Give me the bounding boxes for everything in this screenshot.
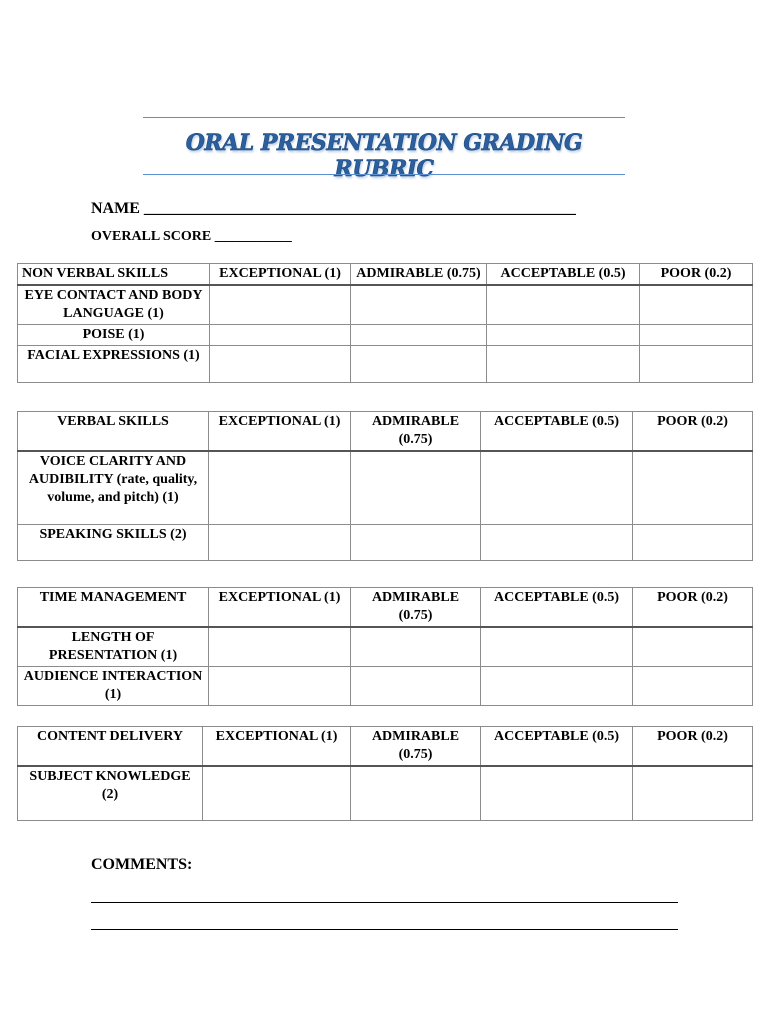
category-header: TIME MANAGEMENT — [18, 588, 209, 628]
table-row — [18, 667, 753, 706]
table-row — [18, 285, 753, 325]
category-header: CONTENT DELIVERY — [18, 727, 203, 767]
table-row — [18, 346, 753, 383]
score-cell-exceptional[interactable] — [209, 627, 351, 667]
acceptable-header: ACCEPTABLE (0.5) — [487, 264, 640, 286]
comments-label: COMMENTS: — [91, 856, 193, 873]
criterion-label: SPEAKING SKILLS (2) — [18, 524, 209, 560]
score-cell-poor[interactable] — [633, 766, 753, 820]
acceptable-header: ACCEPTABLE (0.5) — [481, 588, 633, 628]
score-cell-exceptional[interactable] — [210, 346, 351, 383]
criterion-label: EYE CONTACT AND BODY LANGUAGE (1) — [18, 285, 210, 325]
score-cell-admirable[interactable] — [351, 524, 481, 560]
score-cell-admirable[interactable] — [351, 667, 481, 706]
comment-line[interactable] — [91, 929, 678, 930]
poor-header: POOR (0.2) — [633, 412, 753, 452]
exceptional-header: EXCEPTIONAL (1) — [209, 412, 351, 452]
score-cell-exceptional[interactable] — [203, 766, 351, 820]
score-cell-acceptable[interactable] — [487, 285, 640, 325]
table-row — [18, 766, 753, 820]
rubric-table-non-verbal — [17, 263, 753, 383]
overall-score-field[interactable]: OVERALL SCORE ___________ — [91, 229, 292, 244]
score-cell-acceptable[interactable] — [481, 627, 633, 667]
admirable-header: ADMIRABLE (0.75) — [351, 588, 481, 628]
score-cell-poor[interactable] — [640, 325, 753, 346]
category-header: VERBAL SKILLS — [18, 412, 209, 452]
score-cell-acceptable[interactable] — [481, 524, 633, 560]
criterion-label: VOICE CLARITY AND AUDIBILITY (rate, quality, volume, and pitch) (1) — [18, 451, 209, 524]
score-cell-poor[interactable] — [633, 524, 753, 560]
page-title: ORAL PRESENTATION GRADING RUBRIC — [185, 130, 583, 182]
score-cell-poor[interactable] — [633, 667, 753, 706]
table-row — [18, 627, 753, 667]
score-cell-exceptional[interactable] — [209, 451, 351, 524]
score-cell-admirable[interactable] — [351, 285, 487, 325]
score-cell-poor[interactable] — [640, 346, 753, 383]
score-cell-exceptional[interactable] — [209, 667, 351, 706]
score-cell-exceptional[interactable] — [210, 325, 351, 346]
score-cell-poor[interactable] — [633, 627, 753, 667]
title-top-rule — [143, 117, 625, 118]
score-cell-admirable[interactable] — [351, 451, 481, 524]
admirable-header: ADMIRABLE (0.75) — [351, 264, 487, 286]
acceptable-header: ACCEPTABLE (0.5) — [481, 412, 633, 452]
title-bottom-rule — [143, 174, 625, 175]
score-cell-acceptable[interactable] — [487, 346, 640, 383]
score-cell-admirable[interactable] — [351, 627, 481, 667]
score-cell-admirable[interactable] — [351, 346, 487, 383]
score-cell-admirable[interactable] — [351, 766, 481, 820]
criterion-label: LENGTH OF PRESENTATION (1) — [18, 627, 209, 667]
exceptional-header: EXCEPTIONAL (1) — [210, 264, 351, 286]
poor-header: POOR (0.2) — [633, 727, 753, 767]
table-header-row — [18, 412, 753, 452]
acceptable-header: ACCEPTABLE (0.5) — [481, 727, 633, 767]
table-row — [18, 325, 753, 346]
table-row — [18, 451, 753, 524]
score-cell-exceptional[interactable] — [210, 285, 351, 325]
admirable-header: ADMIRABLE (0.75) — [351, 412, 481, 452]
table-header-row — [18, 588, 753, 628]
poor-header: POOR (0.2) — [633, 588, 753, 628]
exceptional-header: EXCEPTIONAL (1) — [209, 588, 351, 628]
criterion-label: POISE (1) — [18, 325, 210, 346]
exceptional-header: EXCEPTIONAL (1) — [203, 727, 351, 767]
rubric-table-content-delivery — [17, 726, 753, 821]
score-cell-exceptional[interactable] — [209, 524, 351, 560]
score-cell-admirable[interactable] — [351, 325, 487, 346]
score-cell-poor[interactable] — [633, 451, 753, 524]
comment-line[interactable] — [91, 902, 678, 903]
criterion-label: SUBJECT KNOWLEDGE (2) — [18, 766, 203, 820]
table-row — [18, 524, 753, 560]
score-cell-acceptable[interactable] — [481, 667, 633, 706]
criterion-label: FACIAL EXPRESSIONS (1) — [18, 346, 210, 383]
admirable-header: ADMIRABLE (0.75) — [351, 727, 481, 767]
rubric-table-time-management — [17, 587, 753, 706]
score-cell-acceptable[interactable] — [481, 766, 633, 820]
rubric-table-verbal — [17, 411, 753, 561]
table-header-row — [18, 727, 753, 767]
score-cell-poor[interactable] — [640, 285, 753, 325]
score-cell-acceptable[interactable] — [487, 325, 640, 346]
criterion-label: AUDIENCE INTERACTION (1) — [18, 667, 209, 706]
category-header: NON VERBAL SKILLS — [18, 264, 210, 286]
table-header-row — [18, 264, 753, 286]
name-field[interactable]: NAME ______________________________________________________ — [91, 200, 576, 217]
score-cell-acceptable[interactable] — [481, 451, 633, 524]
poor-header: POOR (0.2) — [640, 264, 753, 286]
